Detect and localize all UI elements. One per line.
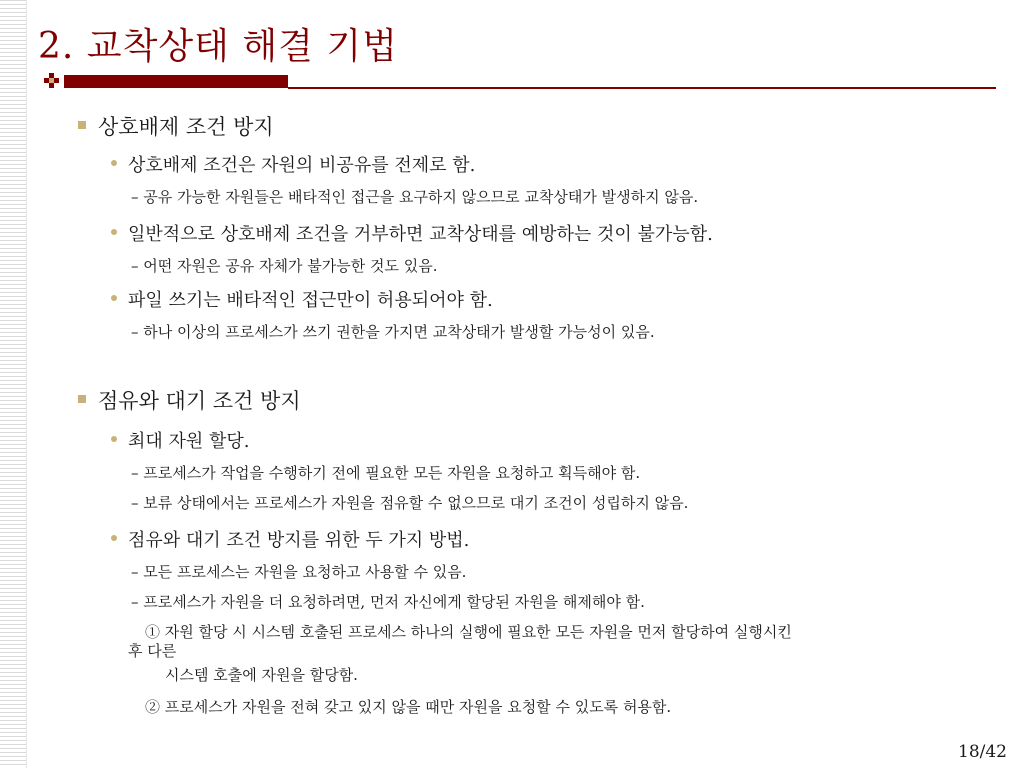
round-bullet-icon	[111, 295, 117, 301]
bullet-item: 상호배제 조건은 자원의 비공유를 전제로 함.	[128, 155, 476, 176]
round-bullet-icon	[111, 535, 117, 541]
numbered-note: ② 프로세스가 자원을 전혀 갖고 있지 않을 때만 자원을 요청할 수 있도록 허용함.	[145, 698, 672, 716]
page-number: 18/42	[958, 742, 1007, 762]
numbered-note: ① 자원 할당 시 시스템 호출된 프로세스 하나의 실행에 필요한 모든 자원을 먼저 할당하여 실행시킨	[145, 623, 792, 641]
square-bullet-icon	[78, 121, 86, 129]
numbered-note-continuation: 후 다른	[128, 642, 177, 660]
sub-item: – 프로세스가 자원을 더 요청하려면, 먼저 자신에게 할당된 자원을 해제해야 함.	[131, 593, 645, 611]
bullet-item: 일반적으로 상호배제 조건을 거부하면 교착상태를 예방하는 것이 불가능함.	[128, 224, 713, 245]
sub-item: – 어떤 자원은 공유 자체가 불가능한 것도 있음.	[131, 257, 438, 275]
bullet-item: 최대 자원 할당.	[128, 431, 250, 452]
bullet-item: 점유와 대기 조건 방지를 위한 두 가지 방법.	[128, 530, 470, 551]
sub-item: – 프로세스가 작업을 수행하기 전에 필요한 모든 자원을 요청하고 획득해야 함.	[131, 464, 641, 482]
sub-item: – 공유 가능한 자원들은 배타적인 접근을 요구하지 않으므로 교착상태가 발생하지 않음.	[131, 188, 699, 206]
round-bullet-icon	[111, 436, 117, 442]
section-heading: 점유와 대기 조건 방지	[98, 389, 301, 413]
sub-item: – 모든 프로세스는 자원을 요청하고 사용할 수 있음.	[131, 563, 467, 581]
numbered-note-continuation: 시스템 호출에 자원을 할당함.	[165, 666, 358, 684]
round-bullet-icon	[111, 160, 117, 166]
section-heading: 상호배제 조건 방지	[98, 115, 274, 139]
sub-item: – 보류 상태에서는 프로세스가 자원을 점유할 수 없으므로 대기 조건이 성립하지 않음.	[131, 494, 689, 512]
round-bullet-icon	[111, 229, 117, 235]
slide-title: 2. 교착상태 해결 기법	[38, 26, 398, 67]
sub-item: – 하나 이상의 프로세스가 쓰기 권한을 가지면 교착상태가 발생할 가능성이 있음.	[131, 323, 655, 341]
bullet-item: 파일 쓰기는 배타적인 접근만이 허용되어야 함.	[128, 290, 493, 311]
square-bullet-icon	[78, 395, 86, 403]
